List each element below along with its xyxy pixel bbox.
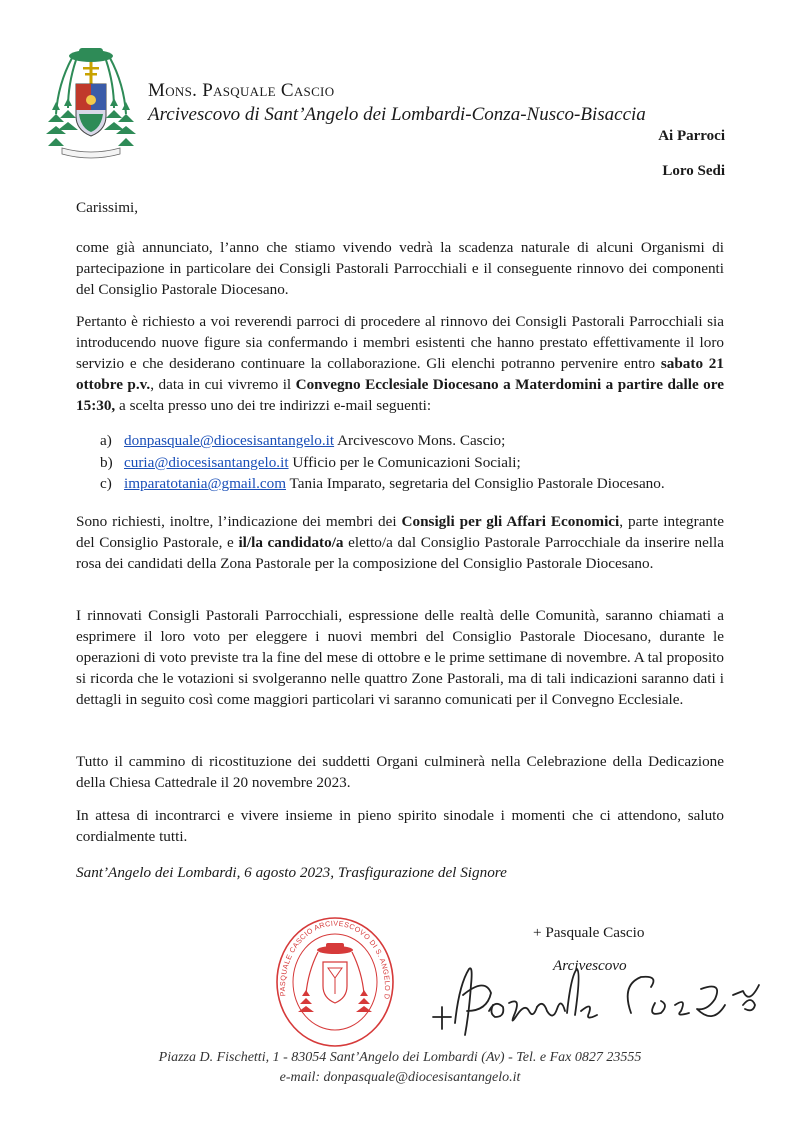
list-item-desc: Ufficio per le Comunicazioni Sociali; <box>288 453 521 471</box>
addressee-line-1: Ai Parroci <box>658 128 725 144</box>
paragraph-3-text-3: eletto/a dal Consiglio Pastorale Parrocchiale da inserire nella rosa dei candidati della Zona Pastorale per la composizione del Consiglio Pastorale Diocesano. <box>76 534 724 572</box>
list-item <box>100 452 665 474</box>
list-item-label: b) <box>100 453 113 471</box>
addressee-line-2: Loro Sedi <box>662 163 725 179</box>
sender-name-prefix: Mons. <box>148 80 198 101</box>
deadline-date: sabato 21 ottobre p.v. <box>76 355 724 393</box>
paragraph-3-text-2: , parte integrante del Consiglio Pastorale, e <box>76 513 724 551</box>
paragraph-2-text-1: Pertanto è richiesto a voi reverendi parroci di procedere al rinnovo dei Consigli Pastorali Parrocchiali sia introducendo nuove figure sia confermando i membri esistenti che hanno prestato effettivamente il loro servizio e che desiderano continuare la collaborazione. Gli elenchi potranno pervenire entro <box>76 313 724 372</box>
list-item-desc: Arcivescovo Mons. Cascio; <box>334 432 506 449</box>
paragraph-2-text-2: , data in cui vivremo il <box>150 376 296 393</box>
sender-name <box>148 80 334 102</box>
footer-address: Piazza D. Fischetti, 1 - 83054 Sant’Angelo dei Lombardi (Av) - Tel. e Fax 0827 23555 <box>158 1050 642 1065</box>
list-item-label: a) <box>100 432 112 449</box>
footer-email: e-mail: donpasquale@diocesisantangelo.it <box>279 1070 521 1085</box>
economic-councils: Consigli per gli Affari Economici <box>401 513 620 530</box>
signer-role: Arcivescovo <box>553 957 627 974</box>
list-item <box>100 430 665 452</box>
sender-title: Arcivescovo di Sant’Angelo dei Lombardi-Conza-Nusco-Bisaccia <box>148 104 646 125</box>
dateline: Sant’Angelo dei Lombardi, 6 agosto 2023, Trasfigurazione del Signore <box>76 864 507 881</box>
paragraph-4: I rinnovati Consigli Pastorali Parrocchiali, espressione delle realtà delle Comunità, saranno chiamati a esprimere il loro voto per eleggere i nuovi membri del Consiglio Pastorale Diocesano, durante le operazioni di voto previste tra la fine del mese di ottobre e le prime settimane di novembre. A tal proposito si ricorda che le votazioni si svolgeranno nelle quattro Zone Pastorali, ma di tali indicazioni saranno dati i dettagli in seguito così come maggiori particolari vi saranno comunicati per il Convegno Ecclesiale. <box>76 607 724 708</box>
paragraph-3 <box>76 511 724 574</box>
paragraph-5: Tutto il cammino di ricostituzione dei suddetti Organi culminerà nella Celebrazione della Dedicazione della Chiesa Cattedrale il 20 novembre 2023. <box>76 753 724 791</box>
paragraph-3-text-1: Sono richiesti, inoltre, l’indicazione dei membri dei <box>76 513 402 530</box>
signer-name: + Pasquale Cascio <box>533 924 645 941</box>
archbishop-seal-stamp <box>272 910 398 1048</box>
greeting: Carissimi, <box>76 199 139 216</box>
candidate-label: il/la candidato/a <box>238 534 344 551</box>
convention-info: Convegno Ecclesiale Diocesano a Materdomini a partire dalle ore 15:30, <box>76 376 724 414</box>
paragraph-1: come già annunciato, l’anno che stiamo vivendo vedrà la scadenza naturale di alcuni Organismi di partecipazione in particolare dei Consigli Pastorali Parrocchiali e il conseguente rinnovo dei componenti del Consiglio Pastorale Diocesano. <box>76 239 724 298</box>
email-link[interactable]: curia@diocesisantangelo.it <box>124 453 289 471</box>
list-item-label: c) <box>100 475 112 492</box>
paragraph-2 <box>76 311 724 416</box>
handwritten-signature <box>425 955 780 1043</box>
seal-text: PASQUALE CASCIO ARCIVESCOVO DI S. ANGELO D <box>277 918 393 1001</box>
list-item <box>100 473 665 495</box>
coat-of-arms-logo <box>46 44 136 166</box>
email-list <box>100 430 665 495</box>
email-link[interactable]: donpasquale@diocesisantangelo.it <box>124 432 335 449</box>
paragraph-2-text-3: a scelta presso uno dei tre indirizzi e-mail seguenti: <box>115 397 432 414</box>
sender-name-text: Pasquale Cascio <box>202 80 335 101</box>
paragraph-6: In attesa di incontrarci e vivere insieme in pieno spirito sinodale i momenti che ci attendono, saluto cordialmente tutti. <box>76 807 724 845</box>
list-item-desc: Tania Imparato, segretaria del Consiglio Pastorale Diocesano. <box>286 475 665 492</box>
email-link[interactable]: imparatotania@gmail.com <box>124 475 287 492</box>
svg-text:PASQUALE CASCIO ARCIVESCOVO DI <box>272 910 392 1000</box>
